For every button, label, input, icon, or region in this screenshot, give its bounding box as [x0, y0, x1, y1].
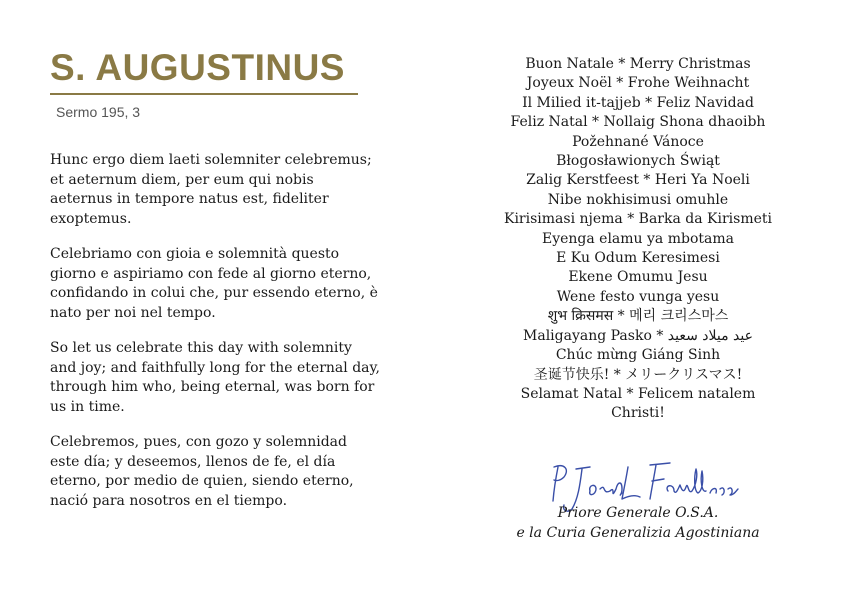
- signatory-curia: e la Curia Generalizia Agostiniana: [516, 525, 760, 541]
- sermon-reference: Sermo 195, 3: [56, 104, 141, 120]
- greeting-line: Eyenga elamu ya mbotama: [541, 230, 734, 247]
- title-rule: [50, 93, 358, 95]
- greeting-line: Selamat Natal * Felicem natalem: [520, 385, 756, 402]
- greetings-column: [488, 55, 788, 424]
- greeting-line: Chúc mừng Giáng Sinh: [555, 347, 721, 364]
- greeting-line: Błogosławionych Świąt: [556, 153, 720, 170]
- greeting-line: Wene festo vunga yesu: [556, 288, 720, 305]
- greeting-line: Feliz Natal * Nollaig Shona dhaoibh: [510, 114, 766, 131]
- signatory-block: [488, 503, 788, 543]
- greeting-line: Maligayang Pasko * عيد ميلاد سعيد: [523, 327, 753, 344]
- greeting-line: Christi!: [611, 405, 665, 422]
- left-column: [50, 48, 380, 511]
- greeting-line: Nibe nokhisimusi omuhle: [547, 191, 729, 208]
- signature-block: [488, 455, 788, 565]
- greeting-line: Kirisimasi njema * Barka da Kirismeti: [504, 211, 772, 228]
- greeting-line: Il Milied it-tajjeb * Feliz Navidad: [522, 94, 754, 111]
- greeting-line: शुभ क्रिसमस * 메리 크리스마스: [547, 308, 729, 325]
- greeting-line: Ekene Omumu Jesu: [568, 269, 708, 286]
- greeting-line: Zalig Kerstfeest * Heri Ya Noeli: [526, 172, 750, 189]
- signatory-title: Priore Generale O.S.A.: [557, 505, 719, 521]
- quote-latin: Hunc ergo diem laeti solemniter celebremus; et aeternum diem, per eum qui nobis aeternus in tempore natus est, fideliter exoptemus.: [50, 152, 372, 227]
- greeting-line: Joyeux Noël * Frohe Weihnacht: [526, 75, 750, 92]
- quote-spanish: Celebremos, pues, con gozo y solemnidad este día; y deseemos, llenos de fe, el día eterno, por medio de quien, siendo eterno, nació para nosotros en el tiempo.: [50, 434, 354, 509]
- greeting-line: Požehnané Vánoce: [572, 133, 704, 150]
- greeting-line: Buon Natale * Merry Christmas: [525, 56, 751, 72]
- greeting-line: E Ku Odum Keresimesi: [556, 250, 720, 267]
- quote-italian: Celebriamo con gioia e solemnità questo giorno e aspiriamo con fede al giorno eterno, confidando in colui che, pur essendo eterno, è nato per noi nel tempo.: [50, 246, 378, 321]
- quote-english: So let us celebrate this day with solemnity and joy; and faithfully long for the eternal day, through him who, being eternal, was born for us in time.: [50, 340, 381, 415]
- author-title: S. AUGUSTINUS: [50, 47, 345, 88]
- greeting-line: 圣诞节快乐! * メリークリスマス!: [533, 366, 743, 383]
